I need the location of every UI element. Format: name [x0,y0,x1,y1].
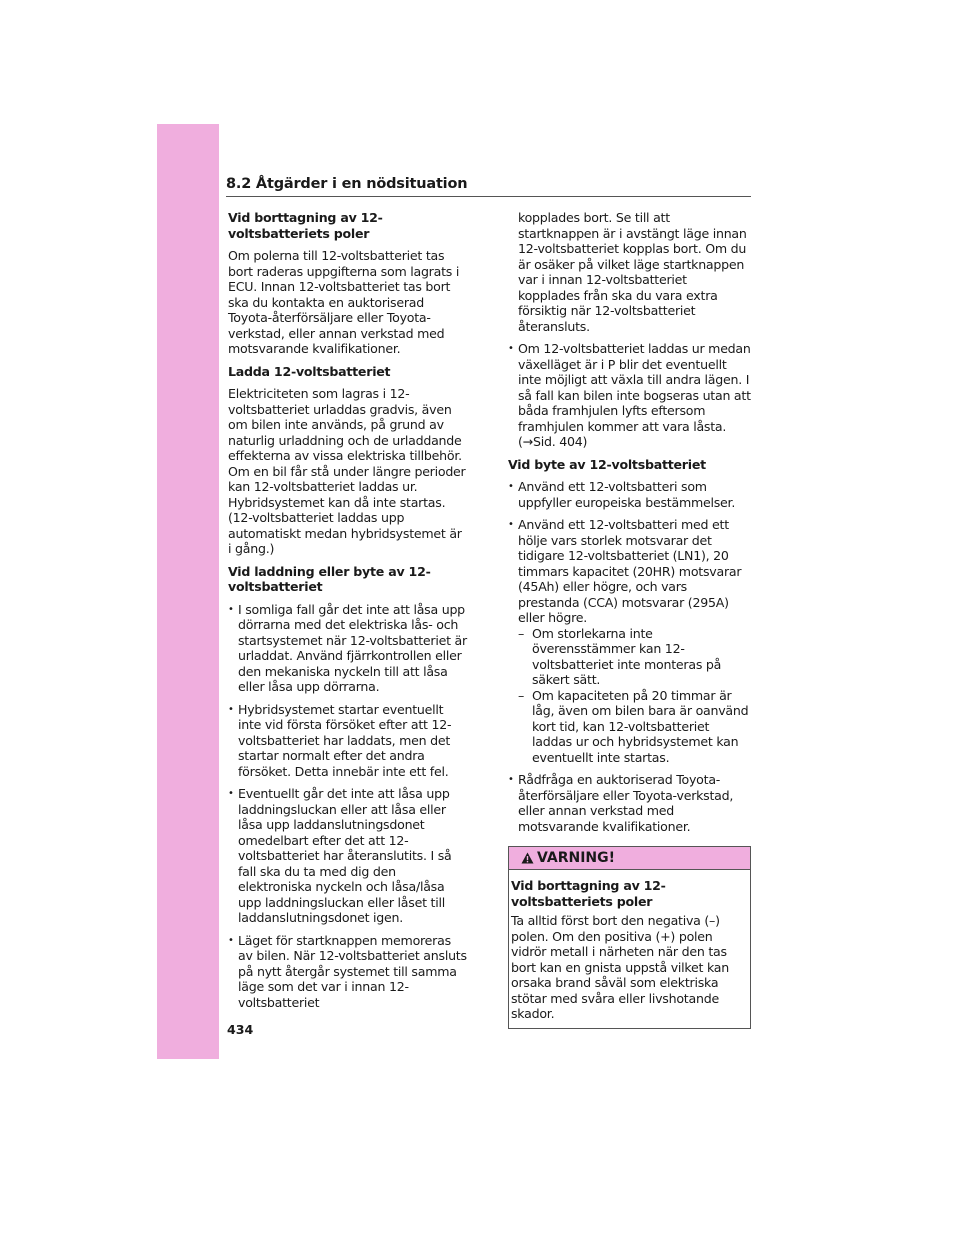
bullet-list-replace [508,479,752,834]
list-item: • I somliga fall går det inte att låsa upp dörrarna med det elektriska lås- och startsystemet när 12-voltsbatteriet är urladdat. Använd fjärrkontrollen eller den mekaniska nyckeln till att låsa eller låsa upp dörrarna. [228,602,468,695]
list-item: • Om 12-voltsbatteriet laddas ur medan växelläget är i P blir det eventuellt inte möjligt att växla till andra lägen. I så fall kan bilen inte bogseras utan att båda framhjulen lyfts eftersom framhjulen kommer att vara låsta. (→Sid. 404) [508,341,752,450]
warning-box [508,846,751,1029]
warning-heading: Vid borttagning av 12-voltsbatteriets poler [511,878,666,909]
paragraph-remove-poles: Om polerna till 12-voltsbatteriet tas bort raderas uppgifterna som lagrats i ECU. Innan 12-voltsbatteriet tas bort ska du kontakta en auktoriserad Toyota-återförsäljare eller Toyota-verkstad, eller annan verkstad med motsvarande kvalifikationer. [228,248,460,356]
continued-text: kopplades bort. Se till att startknappen är i avstängt läge innan 12-voltsbatteriet kopplas bort. Om du är osäker på vilket läge startknappen var i innan 12-voltsbatteriet kopplades från ska du vara extra försiktig när 12-voltsbatteriet återansluts. [518,210,747,334]
warning-triangle-icon [521,852,534,864]
heading-remove-poles: Vid borttagning av 12-voltsbatteriets poler [228,210,383,241]
warning-banner [509,847,750,870]
list-item: • Läget för startknappen memoreras av bilen. När 12-voltsbatteriet ansluts på nytt återgår systemet till samma läge som det var i innan 12-voltsbatteriet [228,933,468,1011]
dash-list [518,626,752,766]
page-number: 434 [227,1022,254,1037]
list-item: • Använd ett 12-voltsbatteri som uppfyller europeiska bestämmelser. [508,479,752,510]
warning-text: Ta alltid först bort den negativa (–) polen. Om den positiva (+) polen vidrör metall i närheten när den tas bort kan en gnista uppstå vilket kan orsaka brand såväl som elektriska stötar med svåra eller livshotande skador. [511,913,729,1021]
left-column [228,210,468,1017]
list-item-text: Använd ett 12-voltsbatteri med ett hölje vars storlek motsvarar det tidigare 12-voltsbatteriet (LN1), 20 timmars kapacitet (20HR) motsvarar (45Ah) eller högre, och vars prestanda (CCA) motsvarar (295A) eller högre. [518,517,742,625]
bullet-list-shift [508,341,752,450]
dash-item: – Om kapaciteten på 20 timmar är låg, även om bilen bara är oanvänd kort tid, kan 12-voltsbatteriet laddas ur och hybridsystemet kan eventuellt inte startas. [518,688,752,766]
list-item: • Eventuellt går det inte att låsa upp laddningsluckan eller att låsa eller låsa upp laddanslutningsdonet omedelbart efter det att 12-voltsbatteriet har återanslutits. I så fall ska du ta med dig den elektroniska nyckeln och låsa/låsa upp laddningsluckan eller låset till laddanslutningsdonet igen. [228,786,468,926]
paragraph-charge-battery: Elektriciteten som lagras i 12-voltsbatteriet urladdas gradvis, även om bilen inte används, på grund av naturlig urladdning och de urladdande effekterna av vissa elektriska tillbehör. Om en bil får stå under längre perioder kan 12-voltsbatteriet laddas ur. Hybridsystemet kan då inte startas. (12-voltsbatteriet laddas upp automatiskt medan hybridsystemet är i gång.) [228,386,466,556]
warning-label: VARNING! [537,850,616,866]
warning-body [509,870,750,1028]
heading-charge-battery: Ladda 12-voltsbatteriet [228,363,391,379]
heading-replace-battery: Vid byte av 12-voltsbatteriet [508,456,706,472]
right-column [508,210,752,841]
list-item: • Rådfråga en auktoriserad Toyota-återförsäljare eller Toyota-verkstad, eller annan verkstad med motsvarande kvalifikationer. [508,772,752,834]
heading-charge-or-replace: Vid laddning eller byte av 12-voltsbatteriet [228,563,431,594]
list-item [508,517,752,765]
list-item: • Hybridsystemet startar eventuellt inte vid första försöket efter att 12-voltsbatteriet har laddats, men det startar normalt efter det andra försöket. Detta innebär inte ett fel. [228,702,468,780]
section-header: 8.2 Åtgärder i en nödsituation [226,176,751,197]
dash-item: – Om storlekarna inte överensstämmer kan 12-voltsbatteriet inte monteras på säkert sätt. [518,626,752,688]
section-tab [157,124,219,1059]
bullet-list-charge [228,602,468,1011]
